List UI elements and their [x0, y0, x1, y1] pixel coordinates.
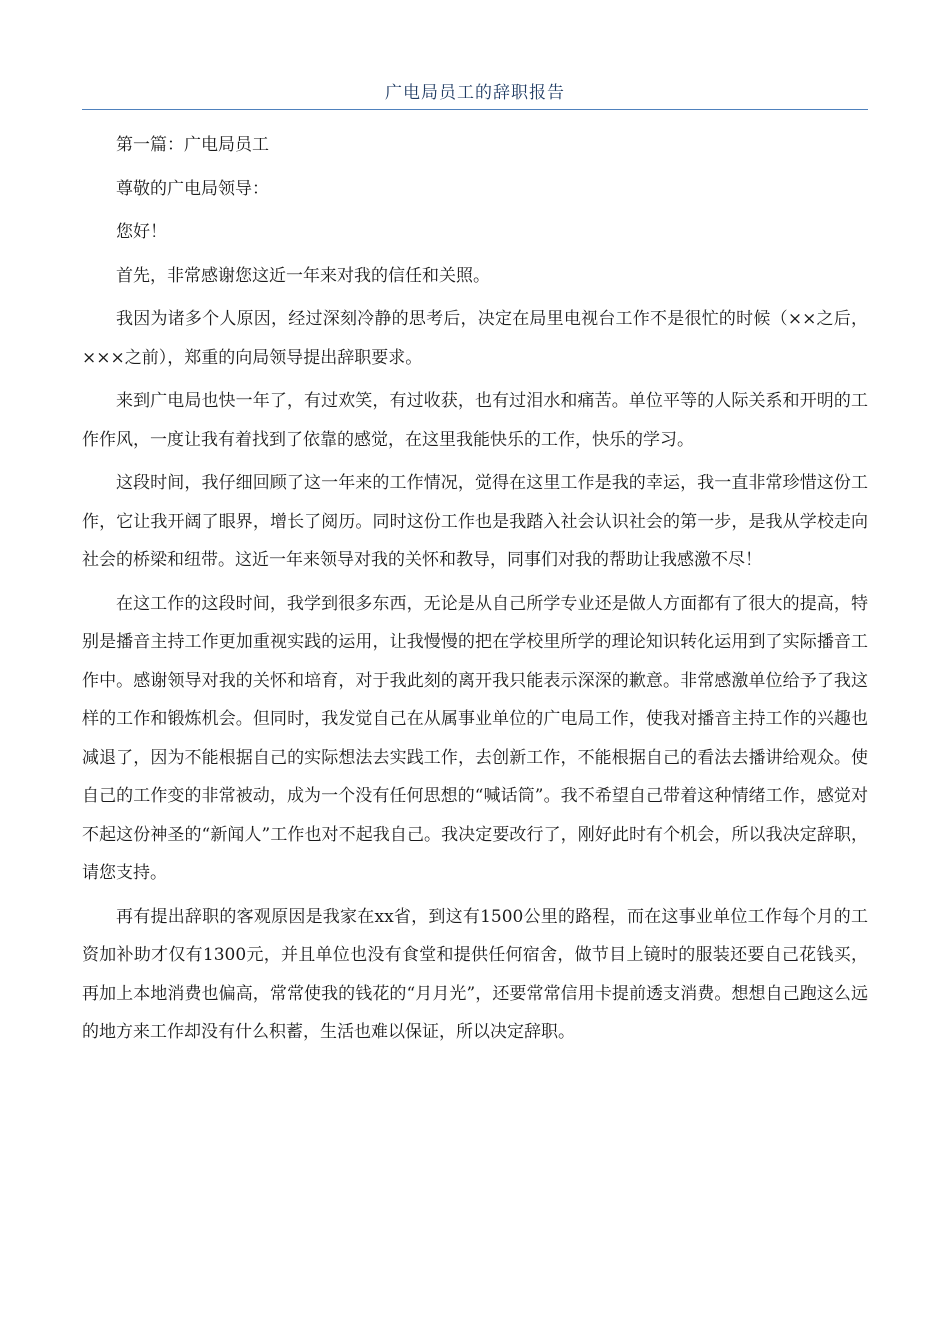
- body-paragraph: 来到广电局也快一年了，有过欢笑，有过收获，也有过泪水和痛苦。单位平等的人际关系和开明的工作作风，一度让我有着找到了依靠的感觉，在这里我能快乐的工作，快乐的学习。: [82, 391, 868, 450]
- salutation: 尊敬的广电局领导：: [116, 178, 269, 199]
- body-paragraph: 在这工作的这段时间，我学到很多东西，无论是从自己所学专业还是做人方面都有了很大的提高，特别是播音主持工作更加重视实践的运用，让我慢慢的把在学校里所学的理论知识转化运用到了实际播音工作中。感谢领导对我的关怀和培育，对于我此刻的离开我只能表示深深的歉意。非常感激单位给予了我这样的工作和锻炼机会。但同时，我发觉自己在从属事业单位的广电局工作，使我对播音主持工作的兴趣也减退了，因为不能根据自己的实际想法去实践工作，去创新工作，不能根据自己的看法去播讲给观众。使自己的工作变的非常被动，成为一个没有任何思想的“喊话筒”。我不希望自己带着这种情绪工作，感觉对不起这份神圣的“新闻人”工作也对不起我自己。我决定要改行了，刚好此时有个机会，所以我决定辞职，请您支持。: [82, 593, 868, 883]
- document-page: [82, 78, 868, 1057]
- document-body: [82, 126, 868, 1052]
- page-header-title: 广电局员工的辞职报告: [82, 78, 868, 110]
- body-paragraph: 我因为诸多个人原因，经过深刻冷静的思考后，决定在局里电视台工作不是很忙的时候（××之后，×××之前），郑重的向局领导提出辞职要求。: [82, 309, 868, 368]
- section-heading: 第一篇：广电局员工: [116, 135, 269, 155]
- body-paragraph: 首先，非常感谢您这近一年来对我的信任和关照。: [116, 265, 490, 286]
- body-paragraph: 这段时间，我仔细回顾了这一年来的工作情况，觉得在这里工作是我的幸运，我一直非常珍惜这份工作，它让我开阔了眼界，增长了阅历。同时这份工作也是我踏入社会认识社会的第一步，是我从学校走向社会的桥梁和纽带。这近一年来领导对我的关怀和教导，同事们对我的帮助让我感激不尽！: [82, 473, 868, 570]
- greeting: 您好！: [116, 222, 167, 242]
- body-paragraph: 再有提出辞职的客观原因是我家在xx省，到这有1500公里的路程，而在这事业单位工作每个月的工资加补助才仅有1300元，并且单位也没有食堂和提供任何宿舍，做节目上镜时的服装还要自己花钱买，再加上本地消费也偏高，常常使我的钱花的“月月光”，还要常常信用卡提前透支消费。想想自己跑这么远的地方来工作却没有什么积蓄，生活也难以保证，所以决定辞职。: [82, 906, 868, 1042]
